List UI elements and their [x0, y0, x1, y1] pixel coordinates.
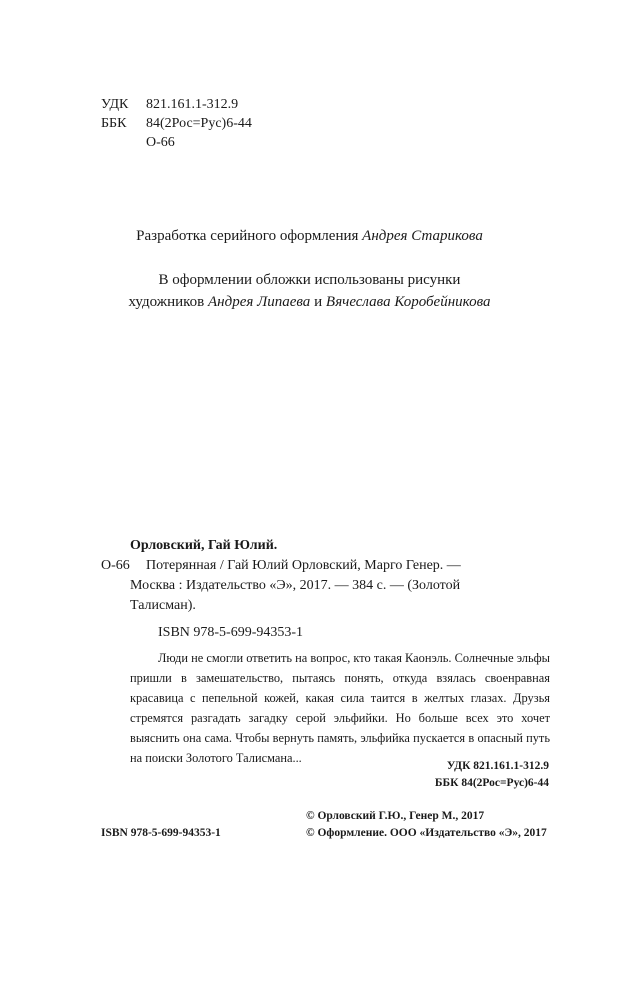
cover-credit-and: и	[314, 294, 323, 310]
bbk-value: 84(2Рос=Рус)6-44	[146, 116, 252, 131]
cover-credit-line2	[0, 294, 619, 311]
record-line-1: Потерянная / Гай Юлий Орловский, Марго Генер. —	[146, 558, 461, 573]
copyright-design: © Оформление. ООО «Издательство «Э», 2017	[306, 827, 547, 839]
udk-label: УДК	[101, 97, 129, 112]
record-line-3: Талисман).	[130, 598, 196, 613]
cover-artist-2: Вячеслава Коробейникова	[325, 294, 491, 310]
cover-artist-1: Андрея Липаева	[208, 294, 311, 310]
footer-isbn: ISBN 978-5-699-94353-1	[101, 827, 221, 839]
record-author-heading: Орловский, Гай Юлий.	[130, 538, 278, 553]
cover-credit-line1: В оформлении обложки использованы рисунки	[158, 272, 461, 288]
series-design-credit	[0, 228, 619, 245]
udk-value: 821.161.1-312.9	[146, 97, 239, 112]
annotation-text: Люди не смогли ответить на вопрос, кто такая Каонэль. Солнечные эльфы пришли в замешательство, пытаясь понять, откуда взялась своенравная красавица с пепельной кожей, какая сила таится в желтых глазах. Друзья стремятся разгадать загадку серой эльфийки. Но больше всех это хочет выяснить она сама. Чтобы вернуть память, эльфийка пускается в опасный путь на поиски Золотого Талисмана...	[130, 651, 550, 765]
author-sign: О-66	[146, 135, 175, 150]
record-isbn: ISBN 978-5-699-94353-1	[158, 625, 304, 640]
copyright-authors: © Орловский Г.Ю., Генер М., 2017	[306, 810, 485, 822]
series-design-prefix: Разработка серийного оформления	[136, 228, 359, 244]
udk-bottom: УДК 821.161.1-312.9	[446, 760, 549, 772]
bbk-label: ББК	[101, 116, 127, 131]
record-sign: О-66	[101, 558, 130, 573]
record-line-2: Москва : Издательство «Э», 2017. — 384 с. — (Золотой	[130, 578, 461, 593]
series-design-author: Андрея Старикова	[362, 228, 483, 244]
bbk-bottom: ББК 84(2Рос=Рус)6-44	[434, 777, 549, 789]
cover-credit-prefix: художников	[128, 294, 205, 310]
